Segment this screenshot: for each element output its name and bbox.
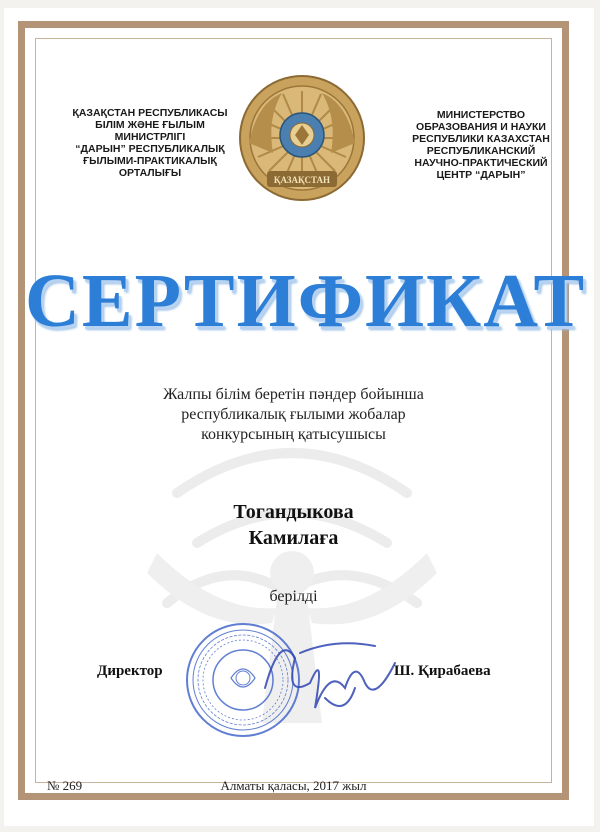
emblem-text: ҚАЗАҚСТАН	[273, 175, 331, 185]
header-line: РЕСПУБЛИКИ КАЗАХСТАН	[412, 133, 550, 145]
certificate-sheet	[4, 8, 594, 826]
header-line: РЕСПУБЛИКАНСКИЙ	[426, 145, 536, 157]
recipient-given-name: Камилаға	[248, 527, 339, 549]
header-line: НАУЧНО-ПРАКТИЧЕСКИЙ	[414, 157, 548, 169]
header-line: ОРТАЛЫҒЫ	[118, 167, 182, 179]
header-line: ҚАЗАҚСТАН РЕСПУБЛИКАСЫ	[72, 107, 228, 119]
state-emblem	[237, 73, 367, 203]
header-line: “ДАРЫН” РЕСПУБЛИКАЛЫҚ	[75, 143, 225, 155]
certificate-title: СЕРТИФИКАТ	[25, 259, 587, 343]
recipient-surname: Тогандыкова	[233, 501, 354, 523]
description-line: конкурсының қатысушысы	[201, 426, 386, 443]
award-description	[25, 385, 562, 445]
director-name: Ш. Қирабаева	[394, 663, 491, 679]
header-line: ЦЕНТР “ДАРЫН”	[436, 169, 526, 181]
description-line: республикалық ғылыми жобалар	[181, 406, 406, 423]
header-line: ҒЫЛЫМИ-ПРАКТИКАЛЫҚ	[83, 155, 217, 167]
header-line: ОБРАЗОВАНИЯ И НАУКИ	[416, 121, 546, 133]
certificate-frame	[18, 21, 587, 800]
certificate-number: № 269	[47, 778, 83, 793]
header-line: МИНИСТРЛІГІ	[114, 131, 186, 143]
place-and-date: Алматы қаласы, 2017 жыл	[220, 778, 367, 793]
ministry-header-kazakh	[65, 107, 235, 179]
description-line: Жалпы білім беретін пәндер бойынша	[163, 386, 424, 403]
given-text: берілді	[269, 588, 318, 605]
header-line: БІЛІМ ЖӘНЕ ҒЫЛЫМ	[95, 119, 205, 131]
header-line: МИНИСТЕРСТВО	[436, 109, 526, 121]
ministry-header-russian	[396, 109, 566, 181]
director-label: Директор	[97, 663, 163, 679]
director-signature	[255, 628, 405, 728]
recipient-name	[25, 499, 562, 551]
